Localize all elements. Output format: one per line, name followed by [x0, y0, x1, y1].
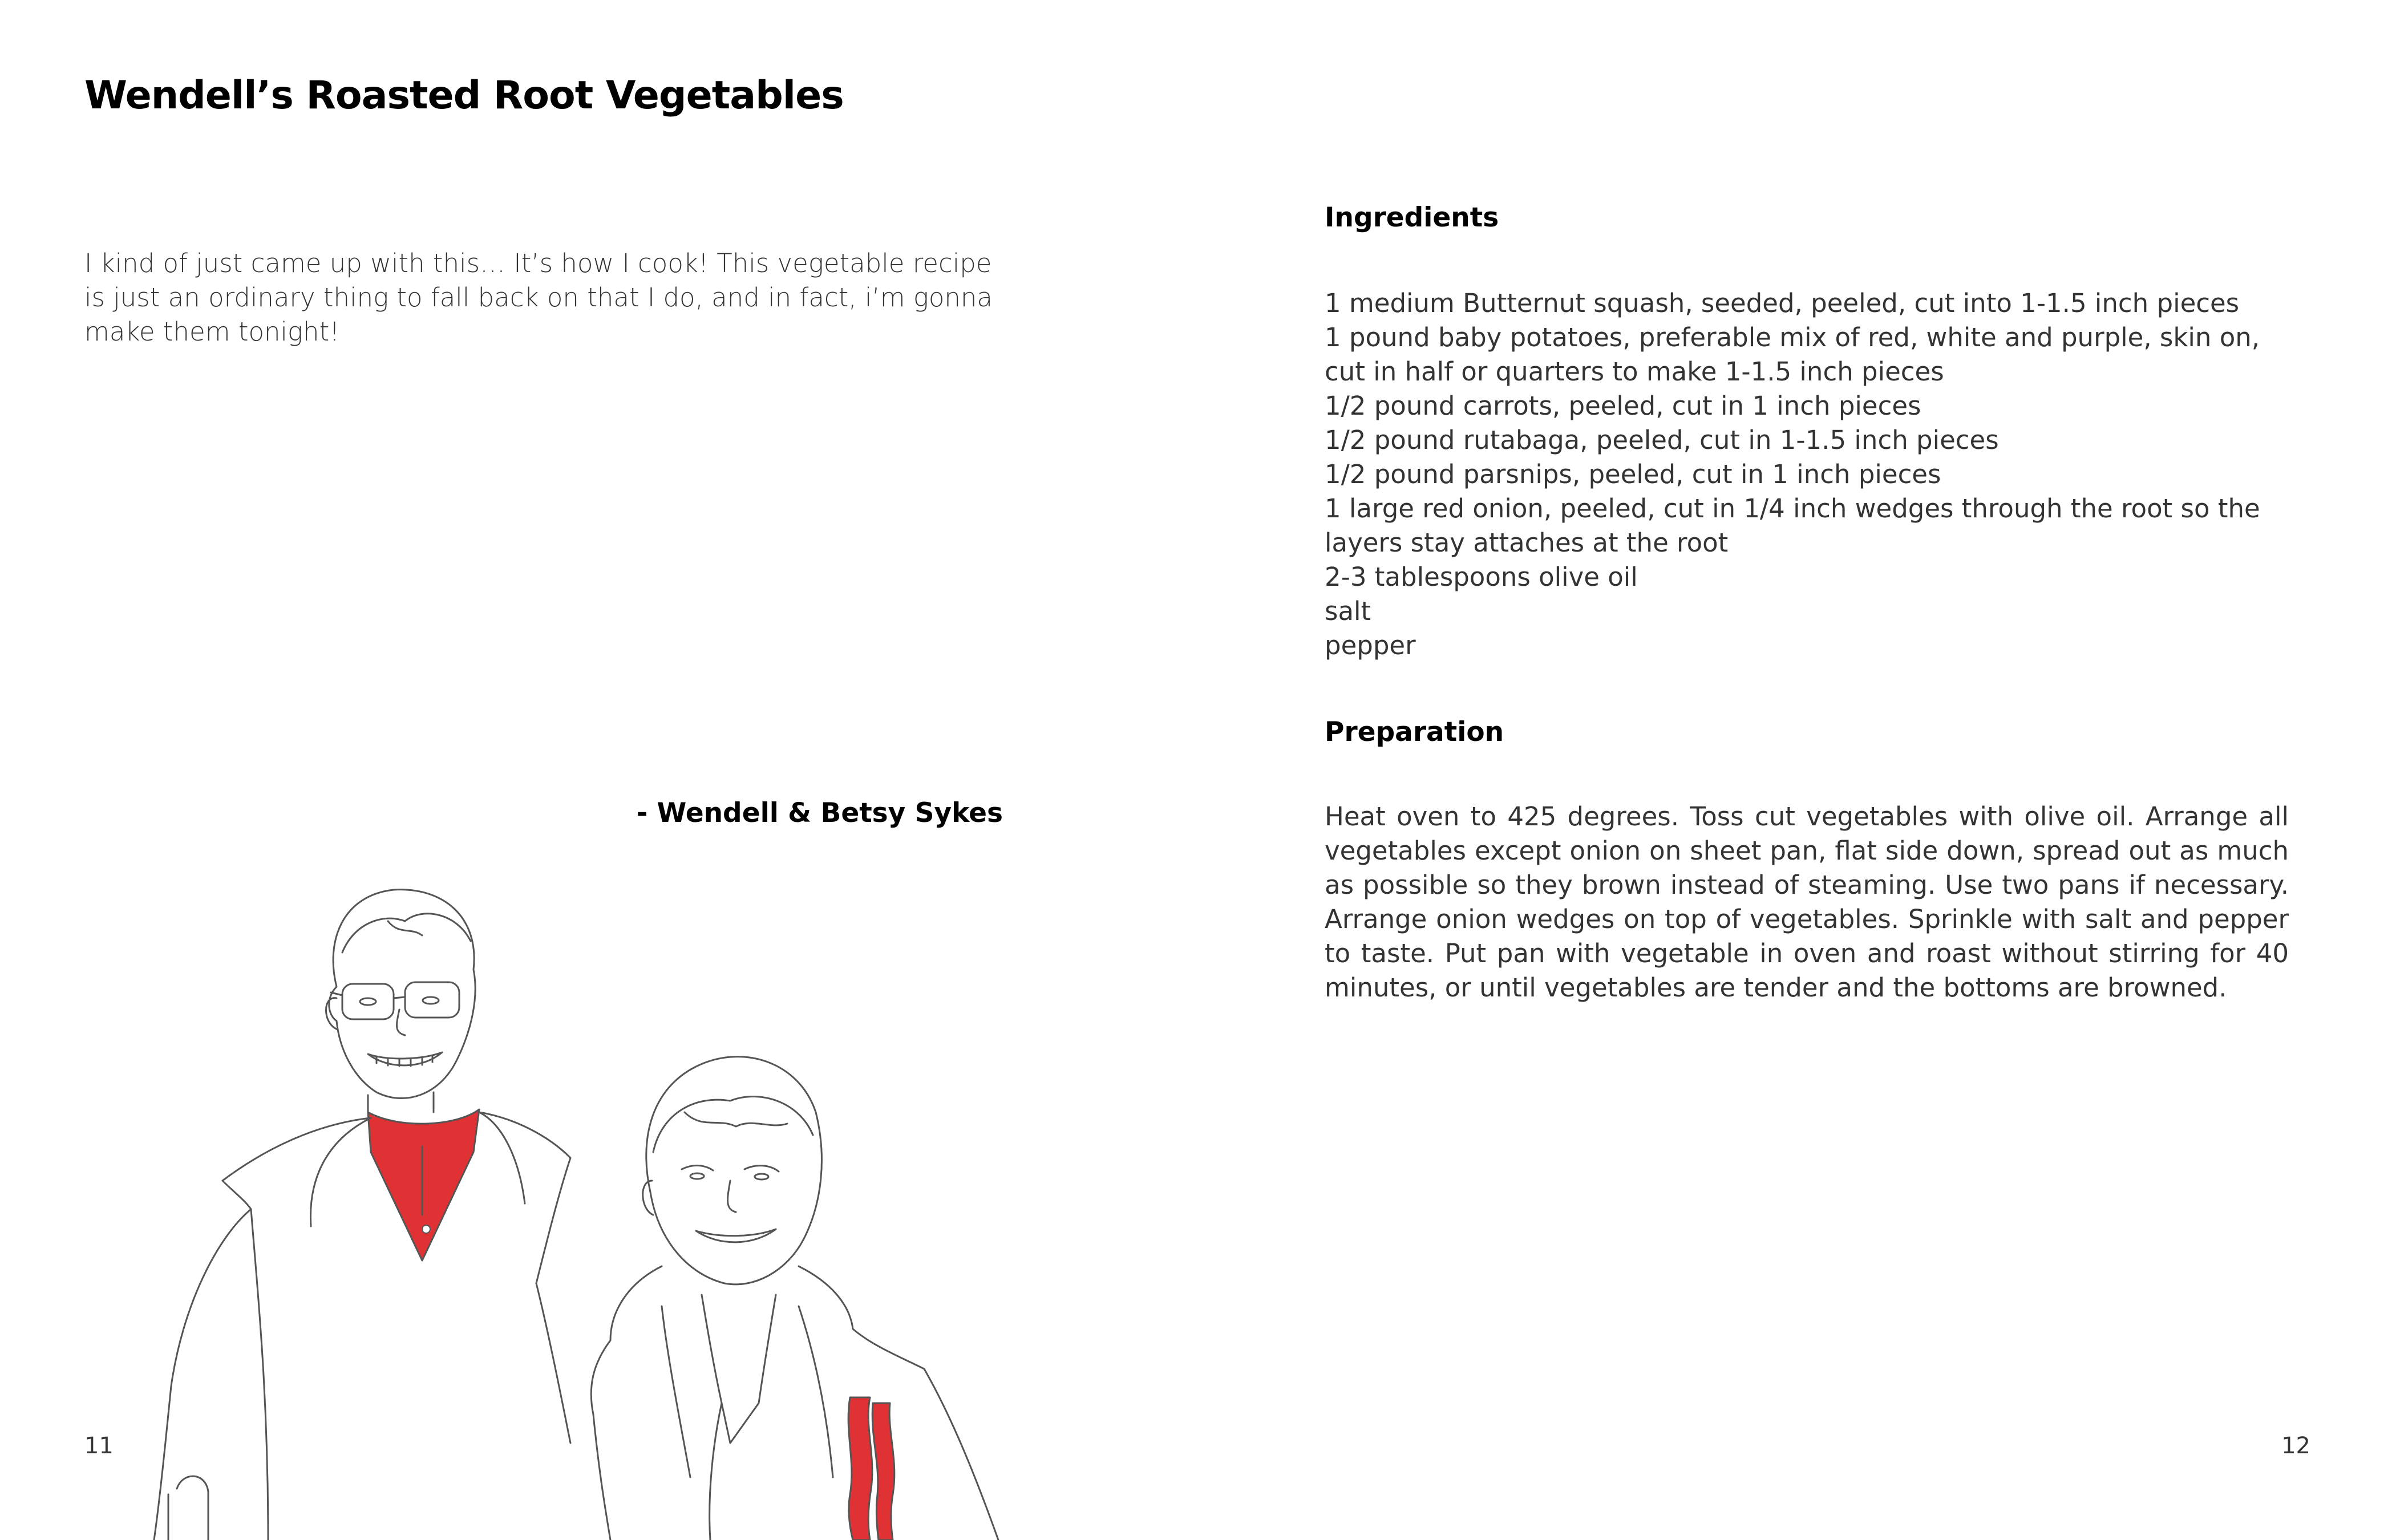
ingredient-item: 1 pound baby potatoes, preferable mix of red, white and purple, skin on, cut in half or quarters to make 1-1.5 inch pieces	[1325, 322, 2260, 387]
recipe-attribution: - Wendell & Betsy Sykes	[636, 797, 1003, 829]
ingredient-item: 1/2 pound rutabaga, peeled, cut in 1-1.5 inch pieces	[1325, 425, 1999, 455]
page-number-right: 12	[2281, 1433, 2310, 1459]
ingredient-item: salt	[1325, 596, 1371, 626]
ingredient-item: 1 medium Butternut squash, seeded, peeled, cut into 1-1.5 inch pieces	[1325, 288, 2240, 318]
ingredient-item: 1/2 pound parsnips, peeled, cut in 1 inch pieces	[1325, 459, 1941, 489]
recipe-intro: I kind of just came up with this… It’s how I cook! This vegetable recipe is just an ordinary thing to fall back on that I do, and in fact, i’m gonna make them tonight!	[84, 248, 993, 347]
ingredient-item: 2-3 tablespoons olive oil	[1325, 562, 1638, 592]
preparation-heading: Preparation	[1325, 716, 1504, 748]
ingredient-item: 1 large red onion, peeled, cut in 1/4 inch wedges through the root so the layers stay attaches at the root	[1325, 493, 2260, 558]
page-number-left: 11	[84, 1433, 114, 1459]
couple-line-drawing-icon	[137, 873, 1084, 1540]
ingredient-item: pepper	[1325, 630, 1416, 660]
ingredients-list	[1325, 286, 2306, 663]
ingredient-item: 1/2 pound carrots, peeled, cut in 1 inch pieces	[1325, 391, 1921, 421]
preparation-text: Heat oven to 425 degrees. Toss cut vegetables with olive oil. Arrange all vegetables except onion on sheet pan, flat side down, spread out as much as possible so they brown instead of steaming. Use two pans if necessary. Arrange onion wedges on top of vegetables. Sprinkle with salt and pepper to taste. Put pan with vegetable in oven and roast without stirring for 40 minutes, or until vegetables are tender and the bottoms are browned.	[1325, 801, 2289, 1003]
recipe-title: Wendell’s Roasted Root Vegetables	[84, 73, 844, 118]
ingredients-heading: Ingredients	[1325, 202, 1499, 233]
